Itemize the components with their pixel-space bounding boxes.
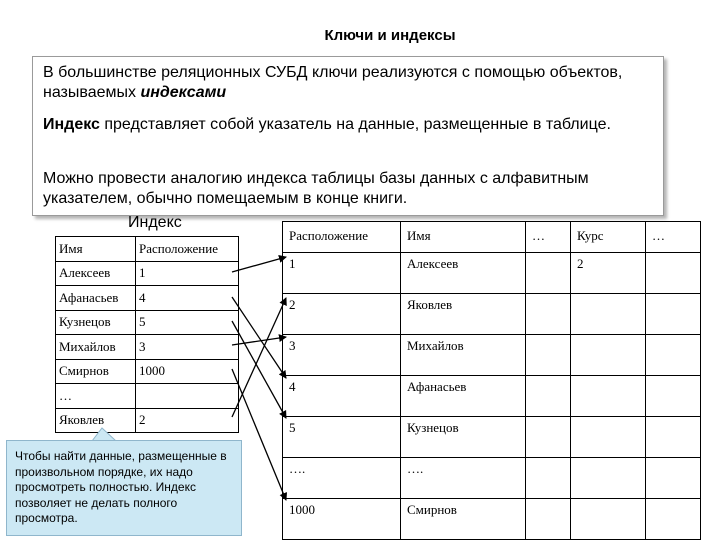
data-header-ellipsis: … <box>526 222 571 253</box>
index-term: Индекс <box>43 116 100 133</box>
arrow-kuznetsov <box>232 321 286 418</box>
data-cell: 1 <box>283 253 401 294</box>
index-cell: Яковлев <box>56 408 136 433</box>
data-cell: Яковлев <box>401 294 526 335</box>
table-row <box>56 286 239 311</box>
arrow-yakovlev <box>232 298 286 417</box>
data-cell: …. <box>283 458 401 499</box>
paragraph-2 <box>43 115 658 135</box>
data-cell <box>526 253 571 294</box>
table-row <box>283 294 701 335</box>
data-cell <box>646 417 701 458</box>
index-header-location: Расположение <box>136 237 239 262</box>
table-row <box>56 384 239 409</box>
data-cell: 2 <box>571 253 646 294</box>
data-cell: 3 <box>283 335 401 376</box>
data-cell <box>646 499 701 540</box>
index-cell: Кузнецов <box>56 310 136 335</box>
table-row <box>56 408 239 433</box>
data-cell <box>571 294 646 335</box>
table-row <box>283 335 701 376</box>
data-cell <box>646 335 701 376</box>
data-cell: Кузнецов <box>401 417 526 458</box>
index-cell: 4 <box>136 286 239 311</box>
callout-note: Чтобы найти данные, размещенные в произвольном порядке, их надо просмотреть полностью. Индекс позволяет не делать полного просмотра. <box>6 440 242 536</box>
index-cell: 1000 <box>136 359 239 384</box>
data-cell <box>526 417 571 458</box>
data-header-course: Курс <box>571 222 646 253</box>
paragraph-1-text: В большинстве реляционных СУБД ключи реализуются с помощью объектов, называемых <box>43 64 623 101</box>
data-cell <box>571 458 646 499</box>
table-row <box>283 417 701 458</box>
index-cell: Алексеев <box>56 261 136 286</box>
data-cell <box>646 376 701 417</box>
data-header-location: Расположение <box>283 222 401 253</box>
data-cell <box>571 376 646 417</box>
index-label: Индекс <box>128 214 182 231</box>
table-row <box>56 335 239 360</box>
data-cell <box>571 417 646 458</box>
table-row <box>283 253 701 294</box>
data-cell: Алексеев <box>401 253 526 294</box>
arrow-afanasiev <box>232 297 286 378</box>
index-table <box>55 236 239 433</box>
arrow-alekseev <box>232 257 286 272</box>
paragraph-1 <box>43 63 658 103</box>
data-cell: 1000 <box>283 499 401 540</box>
indexes-term: индексами <box>140 84 227 101</box>
data-cell <box>646 253 701 294</box>
slide-title: Ключи и индексы <box>324 27 456 44</box>
data-cell: Афанасьев <box>401 376 526 417</box>
data-table <box>282 221 701 540</box>
data-cell: Смирнов <box>401 499 526 540</box>
table-row <box>283 458 701 499</box>
index-cell: 5 <box>136 310 239 335</box>
index-cell <box>136 384 239 409</box>
data-cell: Михайлов <box>401 335 526 376</box>
data-cell: 4 <box>283 376 401 417</box>
data-cell <box>526 335 571 376</box>
table-row <box>283 376 701 417</box>
table-row <box>283 499 701 540</box>
data-header-ellipsis-2: … <box>646 222 701 253</box>
data-cell: …. <box>401 458 526 499</box>
data-cell <box>526 376 571 417</box>
data-cell <box>646 458 701 499</box>
table-row <box>56 359 239 384</box>
data-cell: 2 <box>283 294 401 335</box>
data-header-name: Имя <box>401 222 526 253</box>
data-cell: 5 <box>283 417 401 458</box>
paragraph-2-text: представляет собой указатель на данные, размещенные в таблице. <box>99 116 611 133</box>
index-cell: 3 <box>136 335 239 360</box>
paragraph-3: Можно провести аналогию индекса таблицы базы данных с алфавитным указателем, обычно помещаемым в конце книги. <box>43 170 589 207</box>
index-header-row <box>56 237 239 262</box>
table-row <box>56 310 239 335</box>
index-cell: 2 <box>136 408 239 433</box>
data-cell <box>526 458 571 499</box>
index-cell: Михайлов <box>56 335 136 360</box>
index-cell: 1 <box>136 261 239 286</box>
data-cell <box>571 499 646 540</box>
arrow-mikhailov <box>232 337 286 345</box>
data-cell <box>571 335 646 376</box>
data-cell <box>646 294 701 335</box>
text-box <box>32 56 664 216</box>
index-cell: … <box>56 384 136 409</box>
data-header-row <box>283 222 701 253</box>
index-cell: Афанасьев <box>56 286 136 311</box>
table-row <box>56 261 239 286</box>
data-cell <box>526 499 571 540</box>
index-cell: Смирнов <box>56 359 136 384</box>
index-header-name: Имя <box>56 237 136 262</box>
data-cell <box>526 294 571 335</box>
